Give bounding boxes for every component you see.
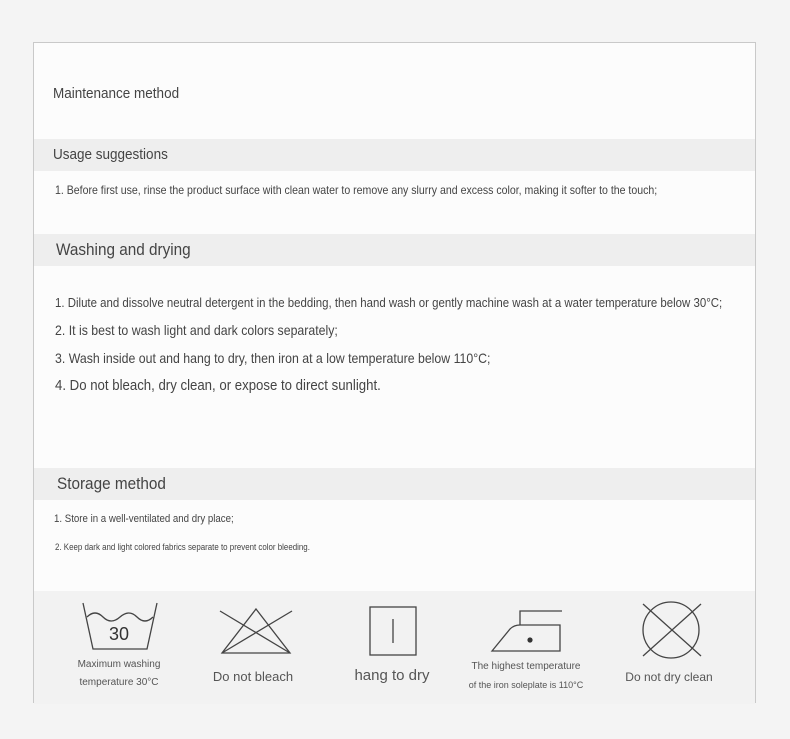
storage-item-2: 2. Keep dark and light colored fabrics separate to prevent color bleeding. bbox=[55, 542, 310, 552]
section-header-storage bbox=[34, 468, 755, 500]
washing-item-1: 1. Dilute and dissolve neutral detergent in the bedding, then hand wash or gently machine wash at a water temperature below 30°C; bbox=[55, 295, 723, 310]
care-icon-iron bbox=[466, 591, 586, 704]
no-dry-clean-label: Do not dry clean bbox=[625, 670, 713, 684]
iron-low-temp-icon bbox=[490, 607, 562, 653]
washing-item-2: 2. It is best to wash light and dark colors separately; bbox=[55, 322, 338, 338]
section-header-washing bbox=[34, 234, 755, 266]
hang-dry-icon bbox=[369, 606, 417, 656]
usage-item-1: 1. Before first use, rinse the product surface with clean water to remove any slurry and excess color, making it softer to the touch; bbox=[55, 183, 658, 197]
care-instructions-card bbox=[33, 42, 756, 703]
care-icon-no-bleach bbox=[198, 591, 308, 704]
wash-temperature-number: 30 bbox=[109, 624, 130, 644]
washing-item-3: 3. Wash inside out and hang to dry, then iron at a low temperature below 110°C; bbox=[55, 350, 491, 366]
section-title-usage: Usage suggestions bbox=[53, 146, 168, 163]
section-title-storage: Storage method bbox=[57, 474, 166, 493]
iron-label-line-1: The highest temperature bbox=[471, 661, 581, 672]
care-icons-row bbox=[34, 591, 755, 704]
no-dry-clean-icon bbox=[639, 600, 703, 660]
section-title-washing: Washing and drying bbox=[56, 240, 191, 259]
no-bleach-label: Do not bleach bbox=[212, 669, 294, 684]
page-title: Maintenance method bbox=[53, 85, 180, 102]
washing-item-4: 4. Do not bleach, dry clean, or expose to direct sunlight. bbox=[55, 377, 381, 394]
wash-label-line-2: temperature 30°C bbox=[79, 677, 159, 688]
care-icon-no-dry-clean bbox=[614, 591, 724, 704]
storage-item-1: 1. Store in a well-ventilated and dry place; bbox=[54, 513, 234, 525]
no-bleach-icon bbox=[218, 607, 294, 655]
iron-label-line-2: of the iron soleplate is 110°C bbox=[468, 680, 584, 690]
wash-label-line-1: Maximum washing bbox=[77, 659, 161, 670]
care-icon-wash bbox=[64, 591, 174, 704]
hang-dry-label: hang to dry bbox=[354, 667, 430, 684]
section-header-usage bbox=[34, 139, 755, 171]
care-icon-hang-dry bbox=[337, 591, 447, 704]
